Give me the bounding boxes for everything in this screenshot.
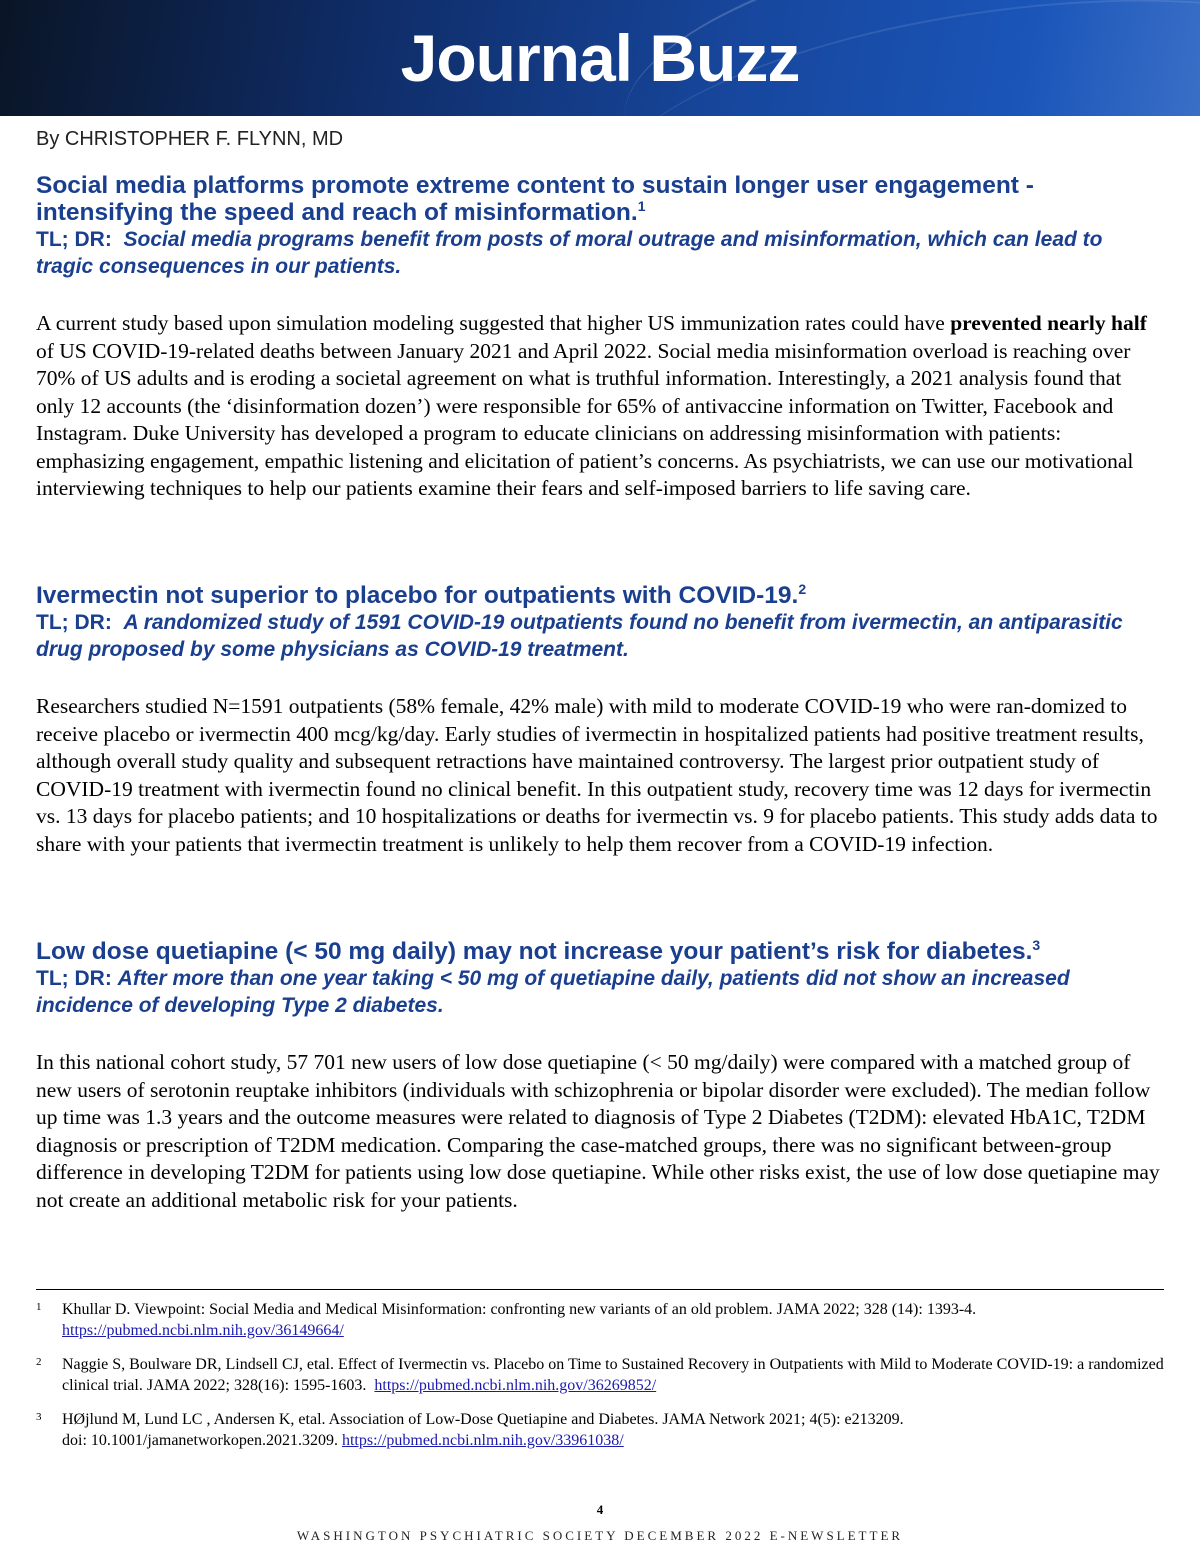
footnote-number: 3 (36, 1411, 42, 1423)
article-3 (36, 938, 1164, 1214)
footnote-doi: doi: 10.1001/jamanetworkopen.2021.3209. (62, 1432, 338, 1449)
footnote-divider (36, 1289, 1164, 1290)
footnote-link[interactable]: https://pubmed.ncbi.nlm.nih.gov/36269852/ (374, 1377, 657, 1394)
newsletter-footer: WASHINGTON PSYCHIATRIC SOCIETY DECEMBER 2022 E-NEWSLETTER (296, 1528, 904, 1543)
footnote (36, 1409, 1164, 1451)
article-2 (36, 582, 1164, 858)
footnote-number: 2 (36, 1356, 42, 1368)
footnote-link[interactable]: https://pubmed.ncbi.nlm.nih.gov/33961038/ (341, 1432, 624, 1449)
tldr-summary: After more than one year taking < 50 mg of quetiapine daily, patients did not show an increased incidence of developing Type 2 diabetes. (36, 967, 1070, 1017)
tldr: TL; DR: Social media programs benefit from posts of moral outrage and misinformation, which can lead to tragic consequences in our patients. (36, 228, 1103, 278)
footnote-text: Naggie S, Boulware DR, Lindsell CJ, etal. Effect of Ivermectin vs. Placebo on Time to Sustained Recovery in Outpatients with Mild to Moderate COVID-19: a randomized clinical trial. JAMA 2022; 328(16): 1595-1603. (62, 1356, 1164, 1394)
article-headline: Social media platforms promote extreme content to sustain longer user engagement - intensifying the speed and reach of misinformation.$^1$ (36, 172, 1034, 226)
article-1 (36, 172, 1164, 503)
banner-title: Journal Buzz (400, 21, 800, 95)
article-headline: Ivermectin not superior to placebo for outpatients with COVID-19.$^2$ (36, 580, 807, 609)
reference-marker: 2 (798, 580, 807, 597)
tldr-summary: Social media programs benefit from posts of moral outrage and misinformation, which can lead to tragic consequences in our patients. (36, 228, 1103, 278)
article-body: Researchers studied N=1591 outpatients (58% female, 42% male) with mild to moderate COVID-19 who were ran-domized to receive placebo or ivermectin 400 mcg/kg/day. Early studies of ivermectin in hospitalized patients had positive treatment results, although overall study quality and subsequent retractions have maintained controversy. The largest prior outpatient study of COVID-19 treatment with ivermectin found no clinical benefit. In this outpatient study, recovery time was 12 days for ivermectin vs. 13 days for placebo patients; and 10 hospitalizations or deaths for ivermectin vs. 9 for placebo patients. This study adds data to share with your patients that ivermectin treatment is unlikely to help them recover from a COVID-19 infection. (36, 694, 1158, 856)
tldr: TL; DR: A randomized study of 1591 COVID-19 outpatients found no benefit from ivermectin, an antiparasitic drug proposed by some physicians as COVID-19 treatment. (36, 611, 1123, 661)
footnote (36, 1354, 1164, 1396)
reference-marker: 3 (1032, 936, 1041, 953)
footnote-text: HØjlund M, Lund LC , Andersen K, etal. Association of Low-Dose Quetiapine and Diabetes. JAMA Network 2021; 4(5): e213209. (62, 1411, 904, 1428)
article-body: A current study based upon simulation modeling suggested that higher US immunization rates could have prevented nearly half of US COVID-19-related deaths between January 2021 and April 2022. Social media misinformation overload is reaching over 70% of US adults and is eroding a societal agreement on what is truthful information. Interestingly, a 2021 analysis found that only 12 accounts (the ‘disinformation dozen’) were responsible for 65% of antivaccine information on Twitter, Facebook and Instagram. Duke University has developed a program to educate clinicians on addressing misinformation with patients: emphasizing engagement, empathic listening and elicitation of patient’s concerns. As psychiatrists, we can use our motivational interviewing techniques to help our patients examine their fears and self-imposed barriers to life saving care. (36, 311, 1147, 500)
byline: By CHRISTOPHER F. FLYNN, MD (36, 128, 344, 150)
article-headline: Low dose quetiapine (< 50 mg daily) may not increase your patient’s risk for diabetes.$^3$ (36, 936, 1041, 965)
article-body: In this national cohort study, 57 701 new users of low dose quetiapine (< 50 mg/daily) were compared with a matched group of new users of serotonin reuptake inhibitors (individuals with schizophrenia or bipolar disorder were excluded). The median follow up time was 1.3 years and the outcome measures were related to diagnosis of Type 2 Diabetes (T2DM): elevated HbA1C, T2DM diagnosis or prescription of T2DM medication. Comparing the case-matched groups, there was no significant between-group difference in developing T2DM for patients using low dose quetiapine. While other risks exist, the use of low dose quetiapine may not create an additional metabolic risk for your patients. (36, 1050, 1160, 1212)
page-number: 4 (596, 1502, 604, 1517)
footnote-link[interactable]: https://pubmed.ncbi.nlm.nih.gov/36149664/ (62, 1322, 344, 1339)
emphasis: prevented nearly half (950, 311, 1147, 335)
footnote (36, 1299, 1164, 1341)
tldr-summary: A randomized study of 1591 COVID-19 outpatients found no benefit from ivermectin, an antiparasitic drug proposed by some physicians as COVID-19 treatment. (36, 611, 1123, 661)
footnote-text: Khullar D. Viewpoint: Social Media and Medical Misinformation: confronting new variants of an old problem. JAMA 2022; 328 (14): 1393-4. (62, 1301, 977, 1318)
reference-marker: 1 (637, 197, 646, 214)
tldr: TL; DR: After more than one year taking < 50 mg of quetiapine daily, patients did not show an increased incidence of developing Type 2 diabetes. (36, 967, 1070, 1017)
header-banner (0, 0, 1200, 116)
footnotes (36, 1299, 1164, 1464)
footnote-number: 1 (36, 1301, 42, 1313)
